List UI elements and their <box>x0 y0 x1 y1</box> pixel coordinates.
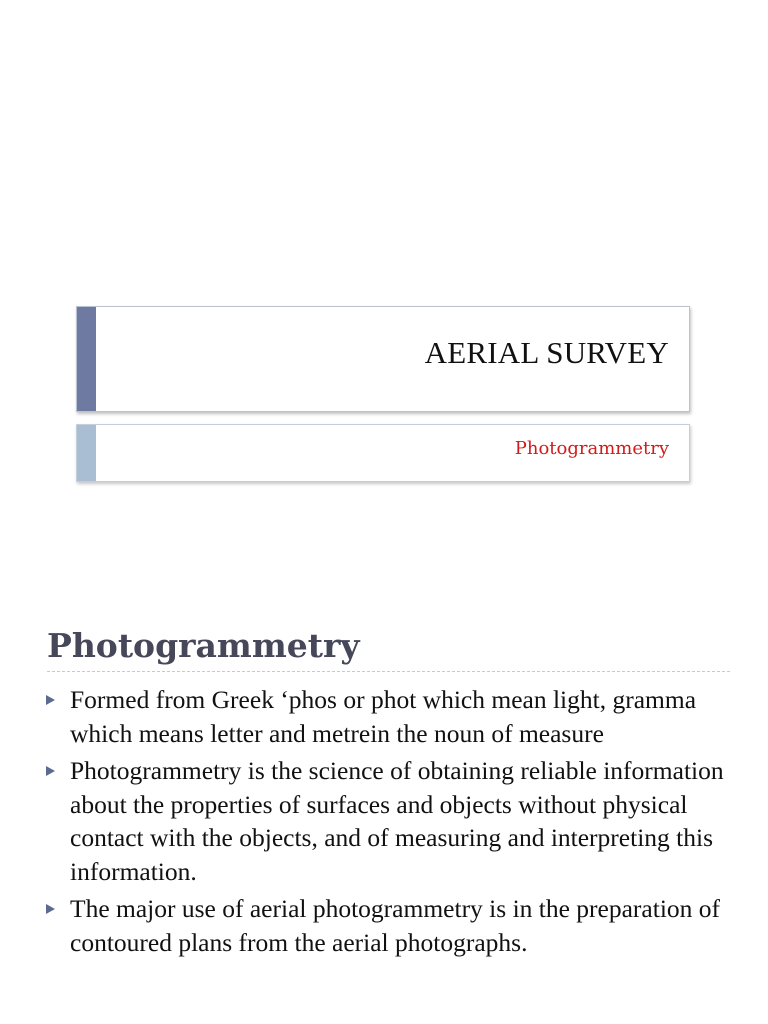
bullet-text: Formed from Greek ‘phos or phot which mean light, gramma which means letter and metrein the noun of measure <box>70 685 697 748</box>
bullet-text: The major use of aerial photogrammetry is in the preparation of contoured plans from the aerial photographs. <box>70 894 721 957</box>
bullet-arrow-icon <box>46 766 55 776</box>
title-accent-bar <box>77 307 96 411</box>
subtitle-accent-bar <box>77 425 96 481</box>
content-heading: Photogrammetry <box>47 626 360 665</box>
bullet-item <box>46 683 730 750</box>
bullet-arrow-icon <box>46 904 55 914</box>
bullet-item <box>46 892 730 959</box>
bullet-arrow-icon <box>46 695 55 705</box>
subtitle-box <box>76 424 690 482</box>
title-box <box>76 306 690 412</box>
bullet-item <box>46 754 730 888</box>
bullet-text: Photogrammetry is the science of obtaining reliable information about the properties of surfaces and objects without physical contact with the objects, and of measuring and interpreting this information. <box>70 756 724 886</box>
slide-title: AERIAL SURVEY <box>424 335 669 370</box>
heading-divider <box>47 671 730 672</box>
bullet-list <box>46 683 730 963</box>
slide-subtitle: Photogrammetry <box>514 438 669 459</box>
